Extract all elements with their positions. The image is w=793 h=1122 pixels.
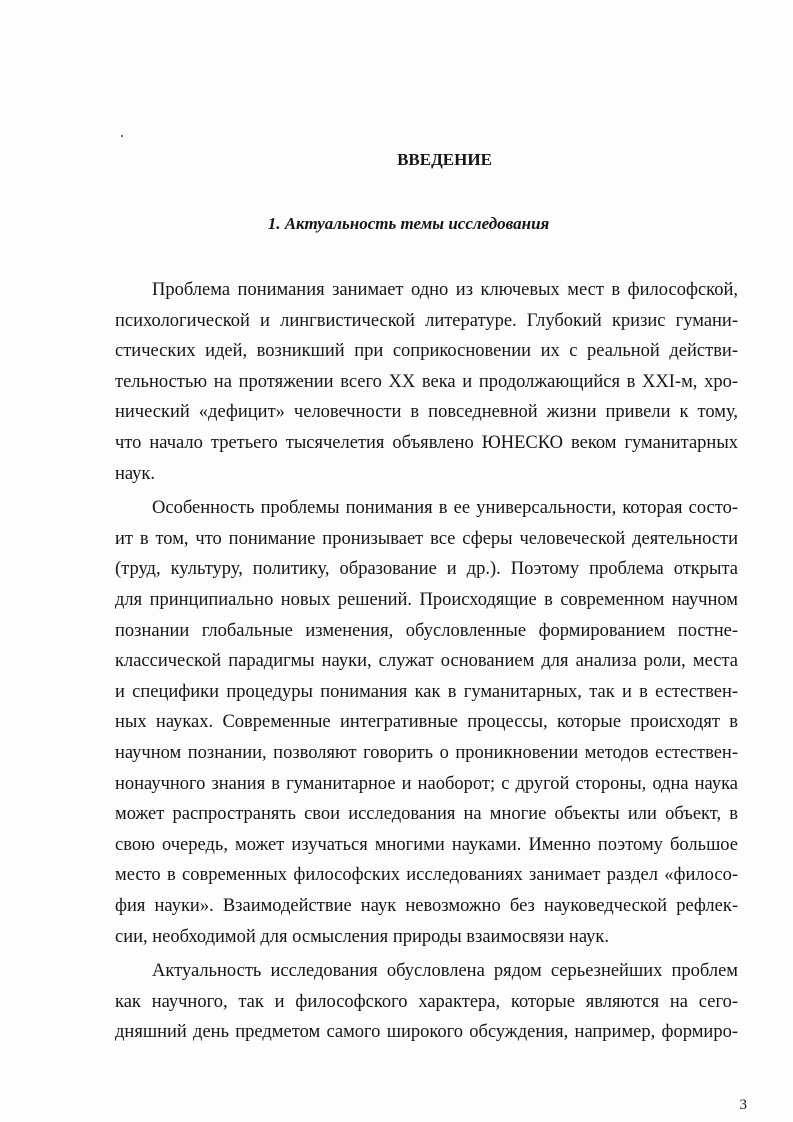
text-line: может распространять свои исследования на многие объекты или объект, в [115,804,738,824]
text-line: (труд, культуру, политику, образование и др.). Поэтому проблема открыта [115,559,738,579]
page-title: ВВЕДЕНИЕ [397,150,492,169]
text-line: наук. [115,464,156,484]
text-line: ных науках. Современные интегративные процессы, которые происходят в [115,712,738,732]
text-line: нический «дефицит» человечности в повседневной жизни привели к тому, [115,402,738,422]
text-line: Особенность проблемы понимания в ее универсальности, которая состо- [152,498,738,518]
text-line: Актуальность исследования обусловлена рядом серьезнейших проблем [152,961,738,981]
text-line: для принципиально новых решений. Происходящие в современном научном [115,590,738,610]
section-title: 1. Актуальность темы исследования [267,214,550,233]
text-line: классической парадигмы науки, служат основанием для анализа роли, места [115,651,738,671]
scan-speck [121,135,123,137]
text-line: тельностью на протяжении всего XX века и продолжающийся в XXI-м, хро- [115,372,738,392]
text-line: свою очередь, может изучаться многими науками. Именно поэтому большое [115,835,738,855]
text-line: как научного, так и философского характера, которые являются на сего- [115,992,738,1012]
text-line: познании глобальные изменения, обусловленные формированием постне- [115,621,738,641]
text-line: и специфики процедуры понимания как в гуманитарных, так и в естествен- [115,682,738,702]
text-line: сии, необходимой для осмысления природы взаимосвязи наук. [115,927,609,947]
text-line: место в современных философских исследованиях занимает раздел «филосо- [115,865,738,885]
text-line: нонаучного знания в гуманитарное и наоборот; с другой стороны, одна наука [115,774,738,794]
text-line: фия науки». Взаимодействие наук невозможно без науковедческой рефлек- [115,896,738,916]
text-line: психологической и лингвистической литературе. Глубокий кризис гумани- [115,311,738,331]
page-number: 3 [739,1097,747,1113]
text-line: что начало третьего тысячелетия объявлено ЮНЕСКО веком гуманитарных [115,433,738,453]
text-line: стических идей, возникший при соприкосновении их с реальной действи- [115,341,738,361]
text-line: ит в том, что понимание пронизывает все сферы человеческой деятельности [115,529,738,549]
text-line: научном познании, позволяют говорить о проникновении методов естествен- [115,743,738,763]
text-line: дняшний день предметом самого широкого обсуждения, например, формиро- [115,1022,738,1042]
text-line: Проблема понимания занимает одно из ключевых мест в философской, [152,280,738,300]
